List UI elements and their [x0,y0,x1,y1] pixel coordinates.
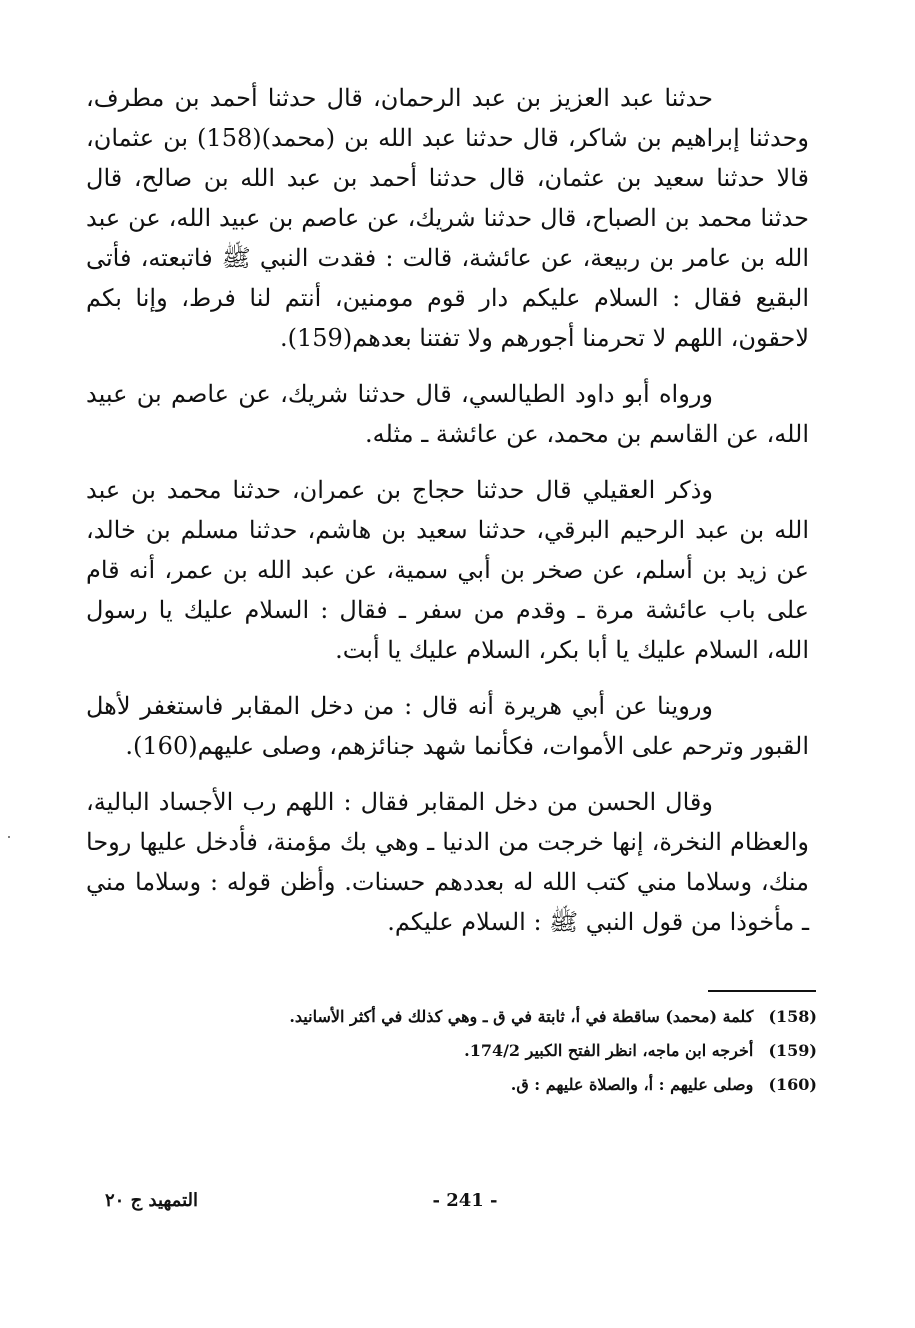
main-text [86,78,809,958]
paragraph: وذكر العقيلي قال حدثنا حجاج بن عمران، حدثنا محمد بن عبد الله بن عبد الرحيم البرقي، حدثنا سعيد بن هاشم، حدثنا مسلم بن خالد، عن زيد بن أسلم، عن صخر بن أبي سمية، عن عبد الله بن عمر، أنه قام على باب عائشة مرة ـ وقدم من سفر ـ فقال : السلام عليك يا رسول الله، السلام عليك يا أبا بكر، السلام عليك يا أبت. [86,476,809,664]
footnote [200,1068,817,1102]
page-footer [0,1190,915,1220]
page-number: - 241 - [432,1190,498,1211]
footnote [200,1034,817,1068]
running-title: التمهيد ج ٢٠ [105,1190,198,1211]
paragraph: ورواه أبو داود الطيالسي، قال حدثنا شريك، عن عاصم بن عبيد الله، عن القاسم بن محمد، عن عائشة ـ مثله. [86,380,809,448]
footnote-number: (160) [768,1075,817,1094]
scan-speck [8,836,10,838]
footnote-text: كلمة (محمد) ساقطة في أ، ثابتة في ق ـ وهي كذلك في أكثر الأسانيد. [289,1007,754,1026]
footnote [200,1000,817,1034]
footnote-text: أخرجه ابن ماجه، انظر الفتح الكبير 174/2. [464,1041,754,1060]
footnote-number: (159) [768,1041,817,1060]
paragraph: حدثنا عبد العزيز بن عبد الرحمان، قال حدثنا أحمد بن مطرف، وحدثنا إبراهيم بن شاكر، قال حدثنا عبد الله بن (محمد)(158) بن عثمان، قالا حدثنا سعيد بن عثمان، قال حدثنا أحمد بن عبد الله بن صالح، قال حدثنا محمد بن الصباح، قال حدثنا شريك، عن عاصم بن عبيد الله، عن عبد الله بن عامر بن ربيعة، عن عائشة، قالت : فقدت النبي ﷺ فاتبعته، فأتى البقيع فقال : السلام عليكم دار قوم مومنين، أنتم لنا فرط، وإنا بكم لاحقون، اللهم لا تحرمنا أجورهم ولا تفتنا بعدهم(159). [86,84,809,352]
paragraph: وروينا عن أبي هريرة أنه قال : من دخل المقابر فاستغفر لأهل القبور وترحم على الأموات، فكأنما شهد جنائزهم، وصلى عليهم(160). [86,692,809,760]
paragraph: وقال الحسن من دخل المقابر فقال : اللهم رب الأجساد البالية، والعظام النخرة، إنها خرجت من الدنيا ـ وهي بك مؤمنة، فأدخل عليها روحا منك، وسلاما مني كتب الله له بعددهم حسنات. وأظن قوله : وسلاما مني ـ مأخوذا من قول النبي ﷺ : السلام عليكم. [86,788,809,936]
footnotes [200,1000,817,1102]
footnote-text: وصلى عليهم : أ، والصلاة عليهم : ق. [510,1075,754,1094]
footnote-number: (158) [768,1007,817,1026]
footnote-separator [708,990,816,992]
